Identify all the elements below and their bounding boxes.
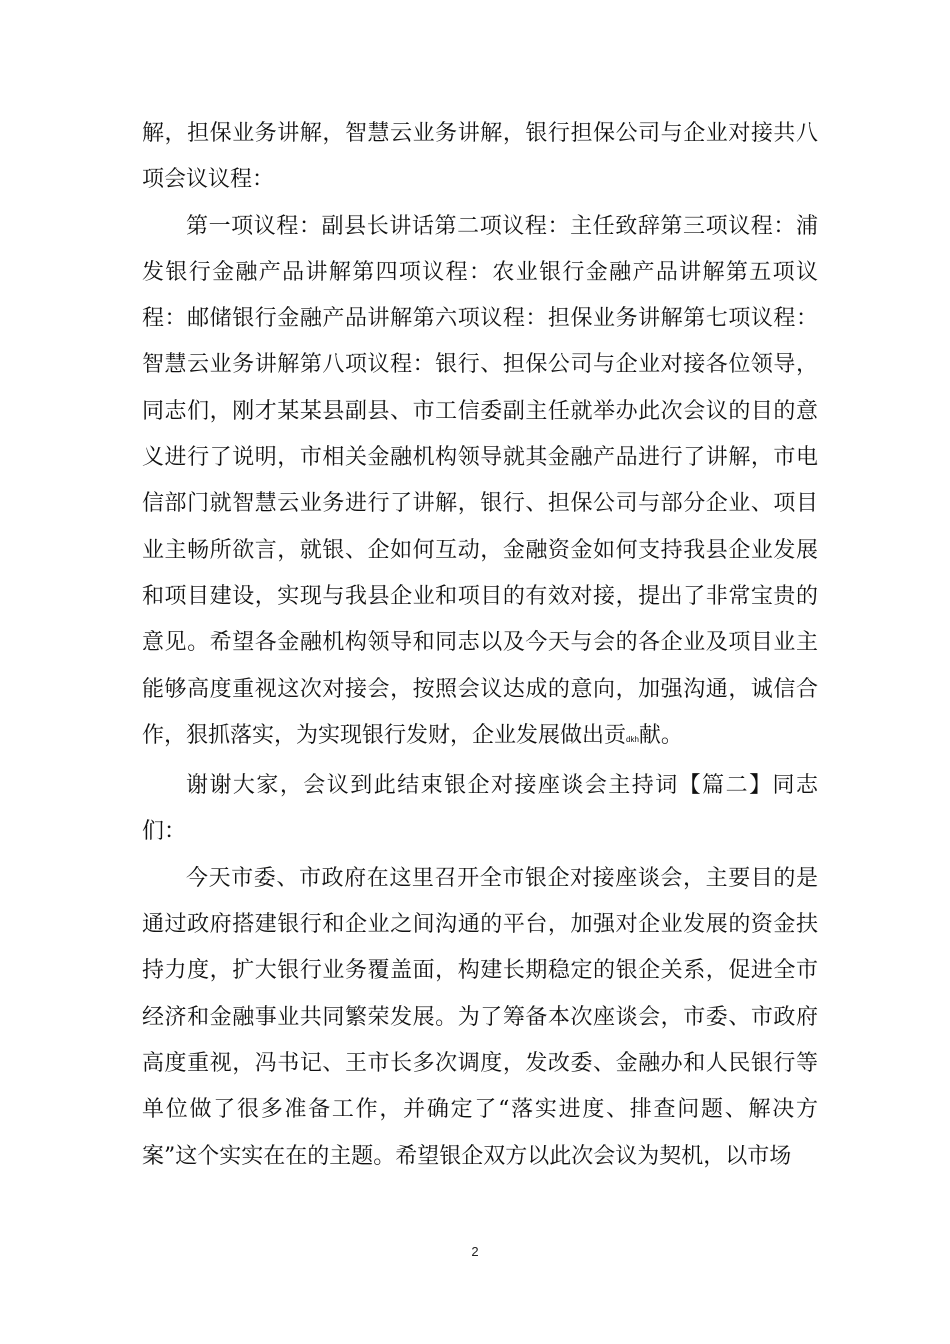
paragraph-2-small-text: dkh — [626, 734, 639, 744]
paragraph-3 — [142, 763, 818, 856]
paragraph-3-text: 谢谢大家，会议到此结束银企对接座谈会主持词【篇二】同志们： — [142, 773, 818, 845]
paragraph-4-text: 今天市委、市政府在这里召开全市银企对接座谈会，主要目的是通过政府搭建银行和企业之间沟通的平台，加强对企业发展的资金扶持力度，扩大银行业务覆盖面，构建长期稳定的银企关系，促进全市经济和金融事业共同繁荣发展。为了筹备本次座谈会，市委、市政府高度重视，冯书记、王市长多次调度，发改委、金融办和人民银行等单位做了很多准备工作，并确定了“落实进度、排查问题、解决方案”这个实实在在的主题。希望银企双方以此次会议为契机，以市场 — [142, 865, 818, 1169]
paragraph-2 — [142, 204, 818, 764]
paragraph-2-tail: 献。 — [638, 722, 683, 748]
paragraph-2-text: 第一项议程：副县长讲话第二项议程：主任致辞第三项议程：浦发银行金融产品讲解第四项议程：农业银行金融产品讲解第五项议程：邮储银行金融产品讲解第六项议程：担保业务讲解第七项议程：智慧云业务讲解第八项议程：银行、担保公司与企业对接各位领导，同志们，刚才某某县副县、市工信委副主任就举办此次会议的目的意义进行了说明，市相关金融机构领导就其金融产品进行了讲解，市电信部门就智慧云业务进行了讲解，银行、担保公司与部分企业、项目业主畅所欲言，就银、企如何互动，金融资金如何支持我县企业发展和项目建设，实现与我县企业和项目的有效对接，提出了非常宝贵的意见。希望各金融机构领导和同志以及今天与会的各企业及项目业主能够高度重视这次对接会，按照会议达成的意向，加强沟通，诚信合作，狠抓落实，为实现银行发财，企业发展做出贡 — [142, 213, 818, 748]
paragraph-4 — [142, 856, 818, 1180]
page-number: 2 — [471, 1244, 479, 1259]
paragraph-1 — [142, 111, 818, 204]
body-text — [142, 111, 818, 1180]
paragraph-1-text: 解，担保业务讲解，智慧云业务讲解，银行担保公司与企业对接共八项会议议程： — [142, 121, 818, 193]
